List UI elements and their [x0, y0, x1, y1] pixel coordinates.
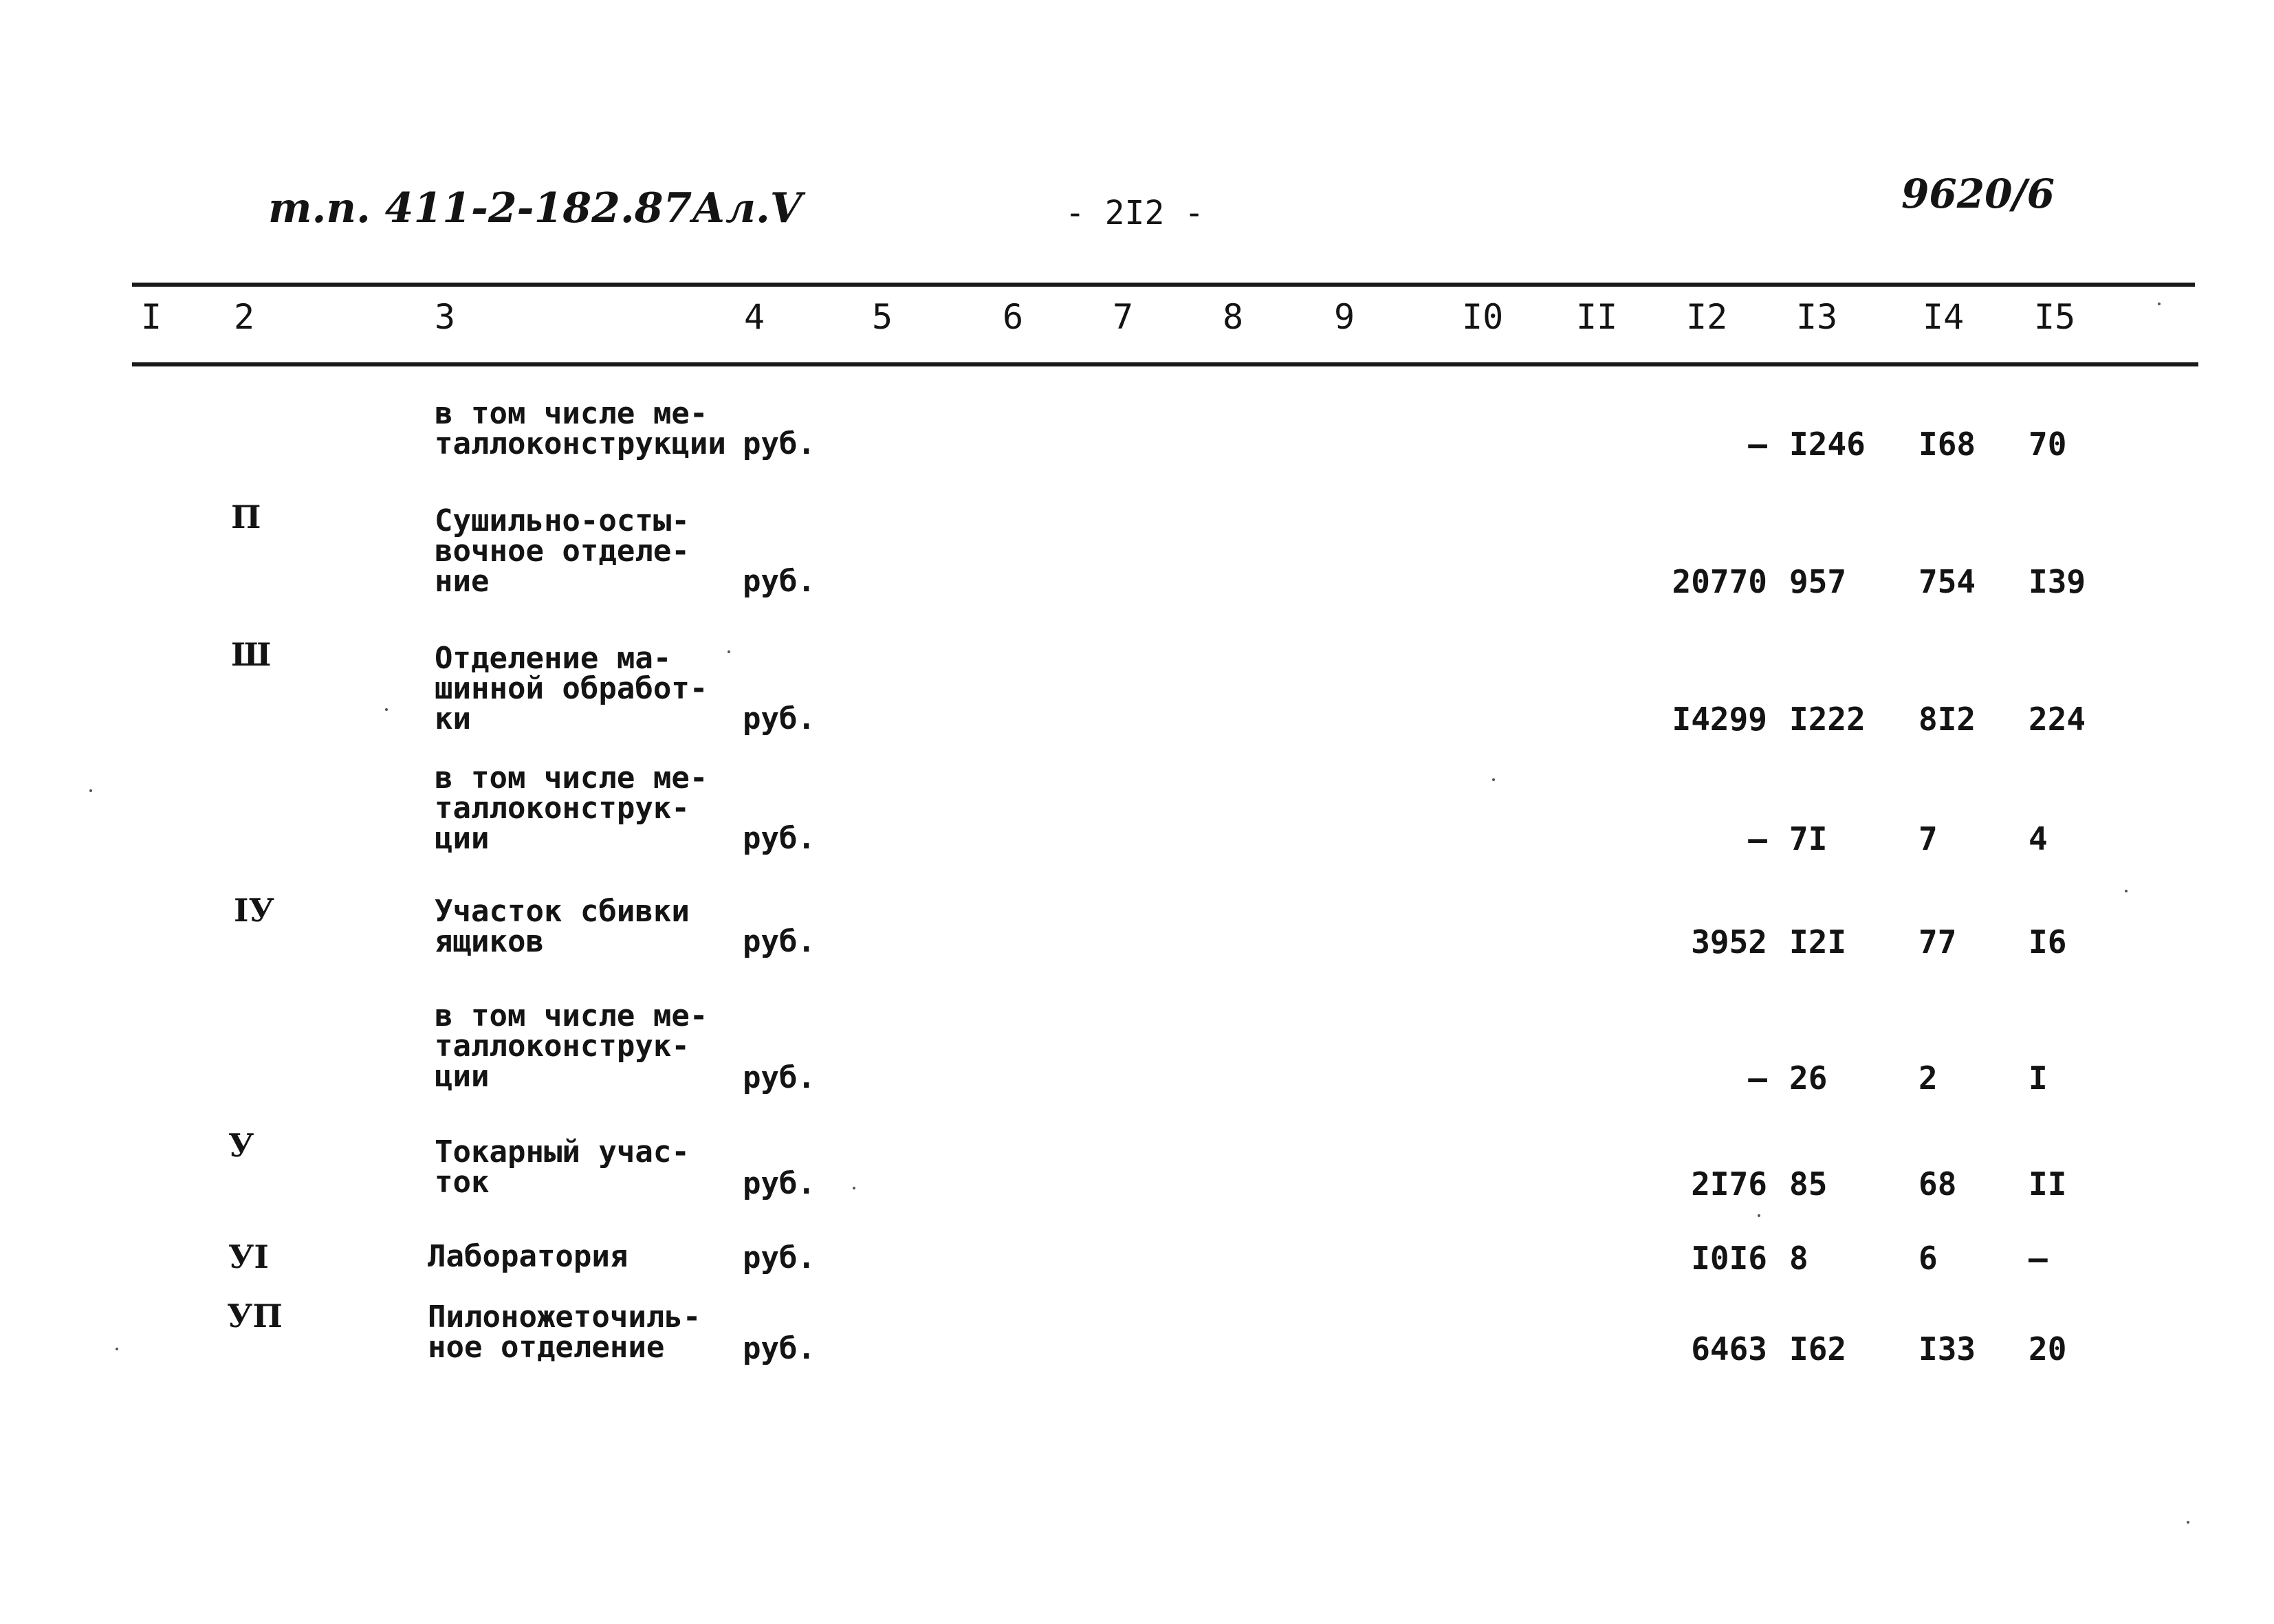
column-number-1: I — [141, 297, 162, 337]
cell-col15: I — [2029, 1060, 2048, 1097]
cell-col13: I246 — [1789, 426, 1866, 463]
cell-col14: I33 — [1918, 1330, 1976, 1368]
column-number-11: II — [1576, 297, 1618, 337]
cell-col14: 8I2 — [1918, 701, 1976, 738]
cell-col12: 3952 — [1691, 923, 1767, 961]
row-unit: руб. — [743, 1331, 816, 1366]
cell-col12: I0I6 — [1691, 1240, 1767, 1277]
row-number: УП — [227, 1297, 283, 1335]
cell-col13: I222 — [1789, 701, 1866, 738]
row-name: Участок сбивки ящиков — [435, 894, 690, 959]
row-name: в том числе ме- таллоконструкции — [435, 396, 726, 461]
row-unit: руб. — [743, 1240, 816, 1275]
cell-col14: 6 — [1918, 1240, 1938, 1277]
cell-col12: – — [1748, 426, 1767, 463]
cell-col14: 7 — [1918, 820, 1938, 857]
row-number: Ш — [231, 636, 272, 673]
scan-speck — [853, 1187, 855, 1189]
row-number: П — [231, 498, 261, 536]
column-number-9: 9 — [1334, 297, 1355, 337]
row-unit: руб. — [743, 564, 816, 599]
cell-col13: 8 — [1789, 1240, 1808, 1277]
cell-col14: I68 — [1918, 426, 1976, 463]
row-number: IУ — [234, 892, 274, 929]
cell-col13: 957 — [1789, 563, 1847, 600]
row-name: Лаборатория — [428, 1239, 628, 1274]
document-code: т.п. 411-2-182.87Ал.V — [268, 184, 802, 232]
cell-col13: 85 — [1789, 1165, 1828, 1203]
row-name: Сушильно-осты- вочное отделе- ние — [435, 503, 690, 599]
column-number-3: 3 — [435, 297, 456, 337]
cell-col13: I2I — [1789, 923, 1847, 961]
column-number-4: 4 — [744, 297, 765, 337]
scan-speck — [1492, 778, 1495, 781]
cell-col15: 20 — [2029, 1330, 2067, 1368]
row-number: У — [228, 1127, 254, 1164]
cell-col14: 2 — [1918, 1060, 1938, 1097]
column-number-15: I5 — [2034, 297, 2076, 337]
row-unit: руб. — [743, 701, 816, 736]
cell-col15: 70 — [2029, 426, 2067, 463]
table-top-rule — [132, 283, 2195, 287]
row-number: УI — [228, 1238, 269, 1275]
column-number-12: I2 — [1686, 297, 1728, 337]
row-name: Токарный учас- ток — [435, 1134, 690, 1200]
row-name: в том числе ме- таллоконструк- ции — [435, 760, 708, 856]
cell-col12: – — [1748, 1060, 1767, 1097]
row-unit: руб. — [743, 1166, 816, 1201]
row-name: в том числе ме- таллоконструк- ции — [435, 998, 708, 1094]
column-number-2: 2 — [234, 297, 255, 337]
column-number-10: I0 — [1462, 297, 1504, 337]
row-unit: руб. — [743, 1060, 816, 1095]
cell-col14: 77 — [1918, 923, 1957, 961]
scan-speck — [385, 708, 388, 711]
cell-col13: I62 — [1789, 1330, 1847, 1368]
cell-col13: 26 — [1789, 1060, 1828, 1097]
cell-col12: 2I76 — [1691, 1165, 1767, 1203]
cell-col15: II — [2029, 1165, 2067, 1203]
cell-col15: I6 — [2029, 923, 2067, 961]
cell-col13: 7I — [1789, 820, 1828, 857]
scan-speck — [2125, 890, 2128, 892]
row-unit: руб. — [743, 924, 816, 959]
sheet-number: 9620/6 — [1901, 171, 2055, 217]
cell-col14: 68 — [1918, 1165, 1957, 1203]
cell-col12: 6463 — [1691, 1330, 1767, 1368]
row-unit: руб. — [743, 426, 816, 461]
scan-speck — [2158, 303, 2161, 305]
cell-col12: 20770 — [1672, 563, 1767, 600]
column-number-14: I4 — [1923, 297, 1965, 337]
row-name: Пилоножеточиль- ное отделение — [428, 1299, 701, 1365]
column-number-7: 7 — [1113, 297, 1134, 337]
scan-speck — [89, 789, 92, 792]
cell-col15: 224 — [2029, 701, 2086, 738]
column-number-13: I3 — [1796, 297, 1838, 337]
cell-col12: I4299 — [1672, 701, 1767, 738]
scan-speck — [116, 1348, 118, 1350]
column-number-8: 8 — [1223, 297, 1244, 337]
column-number-6: 6 — [1003, 297, 1024, 337]
scan-speck — [728, 650, 730, 653]
page-number: - 2I2 - — [1064, 194, 1205, 232]
cell-col15: – — [2029, 1240, 2048, 1277]
scan-speck — [2187, 1521, 2189, 1524]
column-number-5: 5 — [872, 297, 893, 337]
row-unit: руб. — [743, 821, 816, 856]
cell-col12: – — [1748, 820, 1767, 857]
row-name: Отделение ма- шинной обработ- ки — [435, 641, 708, 736]
scan-speck — [1758, 1214, 1760, 1217]
table-header-rule — [132, 362, 2198, 366]
cell-col15: 4 — [2029, 820, 2048, 857]
cell-col14: 754 — [1918, 563, 1976, 600]
cell-col15: I39 — [2029, 563, 2086, 600]
